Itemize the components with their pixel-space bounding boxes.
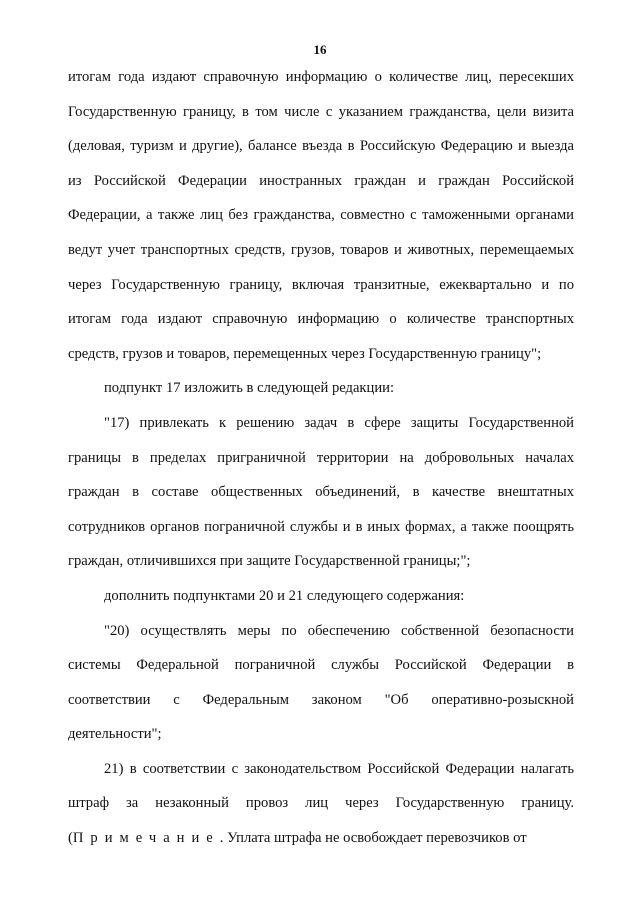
paragraph-subitem-20-text: "20) осуществлять меры по обеспечению собственной безопасности системы Федеральной пограничной службы Российской Федерации в соответствии с Федеральным законом "Об оперативно-розыскной деятельности";	[68, 622, 574, 743]
note-open-paren: (	[68, 830, 73, 847]
paragraph-subitem-17-text: "17) привлекать к решению задач в сфере защиты Государственной границы в пределах приграничной территории на добровольных началах граждан в составе общественных объединений, в качестве внештатных сотрудников органов пограничной службы и в иных формах, а также поощрять граждан, отличившихся при защите Государственной границы;";	[68, 414, 574, 570]
note-label: Примечание	[72, 830, 220, 847]
paragraph-subitem-17-instruction: подпункт 17 изложить в следующей редакции:	[104, 380, 395, 397]
paragraph-add-subitems-instruction: дополнить подпунктами 20 и 21 следующего содержания:	[104, 587, 465, 604]
paragraph-continuation: итогам года издают справочную информацию о количестве лиц, пересекших Государственную границу, в том числе с указанием гражданства, цели визита (деловая, туризм и другие), балансе въезда в Российскую Федерацию и выезда из Российской Федерации иностранных граждан и граждан Российской Федерации, а также лиц без гражданства, совместно с таможенными органами ведут учет транспортных средств, грузов, товаров и животных, перемещаемых через Государственную границу, включая транзитные, ежеквартально и по итогам года издают справочную информацию о количестве транспортных средств, грузов и товаров, перемещенных через Государственную границу";	[68, 69, 574, 362]
note-text: . Уплата штрафа не освобождает перевозчиков от	[219, 830, 527, 847]
paragraph-subitem-21-text	[68, 752, 574, 856]
page-number: 16	[313, 42, 327, 57]
subitem-21-body: 21) в соответствии с законодательством Российской Федерации налагать штраф за незаконный провоз лиц через Государственную границу.	[68, 760, 574, 812]
document-body	[68, 60, 574, 856]
